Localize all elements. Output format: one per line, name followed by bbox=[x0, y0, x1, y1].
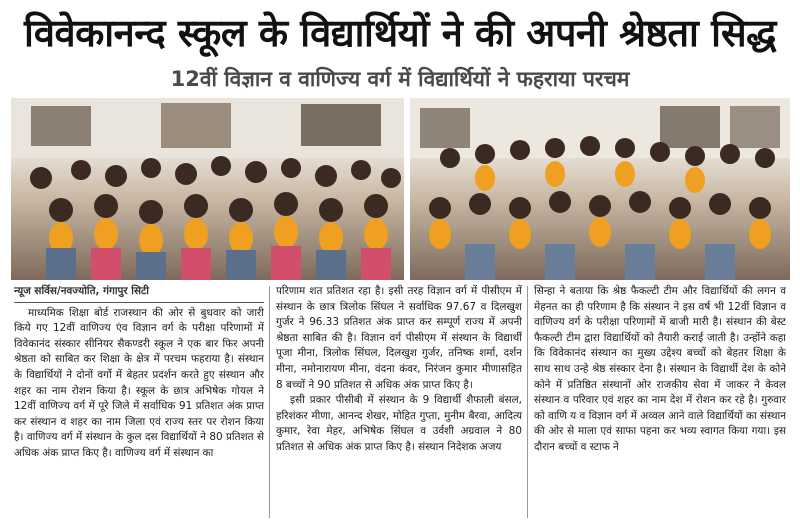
photo-left bbox=[11, 98, 404, 280]
article-paragraph: माध्यमिक शिक्षा बोर्ड राजस्थान की ओर से बुधवार को जारी किये गए 12वीं वाणिज्य एंव विज्ञान वर्ग के परीक्षा परिणामों में विवेकानंद संस्कार सीनियर सैकण्डरी स्कूल ने एक बार फिर अपनी श्रेष्ठता को साबित कर शिक्षा के क्षेत्र में परचम फहराया है। संस्थान के विद्यार्थियों ने दोनों वर्गो में बेहतर प्रदर्शन करते हुए संस्थान और शहर का नाम रोशन किया है। स्कूल के छात्र अभिषेक गोयल ने 12वीं वाणिज्य वर्ग में पूरे जिले में सर्वाधिक 91 प्रतिशत अंक प्राप्त कर संस्थान व शहर का नाम जिला एवं राज्य स्तर पर रोशन किया है। वाणिज्य वर्ग में संस्थान के कुल दस विद्यार्थियों ने 80 प्रतिशत से अधिक अंक प्राप्त किए है। वाणिज्य वर्ग में संस्थान का bbox=[14, 306, 264, 459]
article-column-2 bbox=[276, 284, 522, 520]
students-photo-left bbox=[11, 98, 404, 280]
article-column-3 bbox=[534, 284, 786, 520]
column-divider bbox=[269, 286, 270, 518]
students-photo-right bbox=[410, 98, 790, 280]
headline: विवेकानन्द स्कूल के विद्यार्थियों ने की अपनी श्रेष्ठता सिद्ध bbox=[24, 11, 776, 55]
subheadline: 12वीं विज्ञान व वाणिज्य वर्ग में विद्यार्थियों ने फहराया परचम bbox=[170, 67, 630, 91]
column-divider bbox=[527, 286, 528, 518]
photo-right bbox=[410, 98, 790, 280]
article-column-1 bbox=[14, 284, 264, 520]
dateline: न्यूज सर्विस/नवज्योति, गंगापुर सिटी bbox=[14, 284, 264, 303]
article-paragraph: सिन्हा ने बताया कि श्रेष्ठ फैकल्टी टीम और विद्यार्थियों की लगन व मेहनत का ही परिणाम है कि संस्थान ने इस वर्ष भी 12वीं विज्ञान व वाणिज्य वर्ग के परीक्षा परिणामों में बाजी मारी है। संस्थान की बेस्ट फैकल्टी टीम द्वारा विद्यार्थियों को तैयारी कराई जाती है। उन्होंने कहा कि विवेकानंद संस्थान का मुख्य उद्देश्य बच्चों को बेहतर शिक्षा के साथ साथ उन्हे श्रेष्ठ संस्कार देना है। संस्थान के विद्यार्थी देश के कोने कोने में प्रतिष्ठित संस्थानों ओर राजकीय सेवा में जाकर ने केवल संस्थान व परिवार एवं शहर का नाम देश में रोशन कर रहे है। गुरुवार को वाणि य व विज्ञान वर्ग में अव्वल आने वाले विद्यार्थियों का संस्थान की ओर से माला एवं साफा पहना कर भव्य स्वागत किया गया। इस दौरान बच्चों व स्टाफ ने bbox=[534, 285, 786, 453]
article-paragraph: इसी प्रकार पीसीबी में संस्थान के 9 विद्यार्थी शैफाली बंसल, हरिशंकर मीणा, आनन्द शेखर, मोहित गुप्ता, मुनीम बैरवा, आदित्य कुमार, रेवा मेहर, अभिषेक सिंघल व उर्वशी अग्रवाल ने 80 प्रतिशत से अधिक अंक प्राप्त किए है। संस्थान निदेशक अजय bbox=[276, 394, 522, 453]
article-paragraph: परिणाम शत प्रतिशत रहा है। इसी तरह विज्ञान वर्ग में पीसीएम में संस्थान के छात्र त्रिलोक सिंघल ने सर्वाधिक 97.67 व दिलखुश गुर्जर ने 96.33 प्रतिशत अंक प्राप्त कर सम्पूर्ण राज्य में अपनी श्रेष्ठता साबित की है। विज्ञान वर्ग पीसीएम में संस्थान के विद्यार्थी पूजा मीना, त्रिलोक सिंघल, दिलखुश गुर्जर, तनिष्क शर्मा, दर्शन मीना, नमोनारायण मीना, वंदना कंवर, निरंजन कुमार मीणासहित 8 बच्चों ने 90 प्रतिशत से अधिक अंक प्राप्त किए है। bbox=[276, 285, 522, 391]
